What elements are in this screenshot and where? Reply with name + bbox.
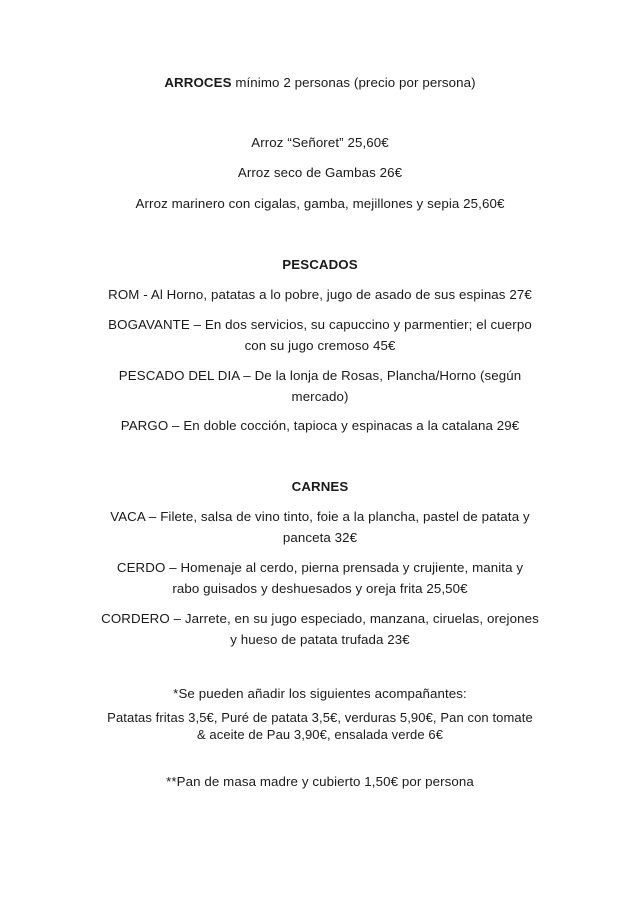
carne-item-cerdo-line2: rabo guisados y deshuesados y oreja frita 25,50€ <box>172 581 468 596</box>
pescado-item-rom: ROM - Al Horno, patatas a lo pobre, jugo de asado de sus espinas 27€ <box>108 287 532 302</box>
acompanantes-line1: Patatas fritas 3,5€, Puré de patata 3,5€, verduras 5,90€, Pan con tomate <box>107 710 533 725</box>
carne-item-cordero-line1: CORDERO – Jarrete, en su jugo especiado, manzana, ciruelas, orejones <box>101 611 539 626</box>
pescado-item-pargo: PARGO – En doble cocción, tapioca y espinacas a la catalana 29€ <box>120 418 520 433</box>
arroz-item-1: Arroz “Señoret” 25,60€ <box>251 135 389 150</box>
pescados-heading: PESCADOS <box>282 257 358 272</box>
arroces-subtitle: mínimo 2 personas (precio por persona) <box>231 75 476 90</box>
pescado-item-dia-line1: PESCADO DEL DIA – De la lonja de Rosas, Plancha/Horno (según <box>118 368 522 383</box>
carne-item-cerdo-line1: CERDO – Homenaje al cerdo, pierna prensada y crujiente, manita y <box>116 560 524 575</box>
arroces-heading: ARROCES <box>164 75 232 90</box>
pescado-item-dia-line2: mercado) <box>291 389 349 404</box>
carne-item-vaca-line1: VACA – Filete, salsa de vino tinto, foie a la plancha, pastel de patata y <box>110 509 530 524</box>
arroz-item-2: Arroz seco de Gambas 26€ <box>237 165 403 180</box>
carne-item-cordero-line2: y hueso de patata trufada 23€ <box>230 632 410 647</box>
carne-item-vaca-line2: panceta 32€ <box>282 530 358 545</box>
acompanantes-line2: & aceite de Pau 3,90€, ensalada verde 6€ <box>196 727 444 742</box>
pescado-item-bogavante-line2: con su jugo cremoso 45€ <box>244 338 396 353</box>
arroz-item-3: Arroz marinero con cigalas, gamba, mejillones y sepia 25,60€ <box>135 196 505 211</box>
acompanantes-intro: *Se pueden añadir los siguientes acompañantes: <box>173 686 467 701</box>
pan-note: **Pan de masa madre y cubierto 1,50€ por persona <box>166 774 474 789</box>
carnes-heading: CARNES <box>291 479 349 494</box>
pescado-item-bogavante-line1: BOGAVANTE – En dos servicios, su capuccino y parmentier; el cuerpo <box>108 317 532 332</box>
arroces-heading-line <box>80 72 560 94</box>
